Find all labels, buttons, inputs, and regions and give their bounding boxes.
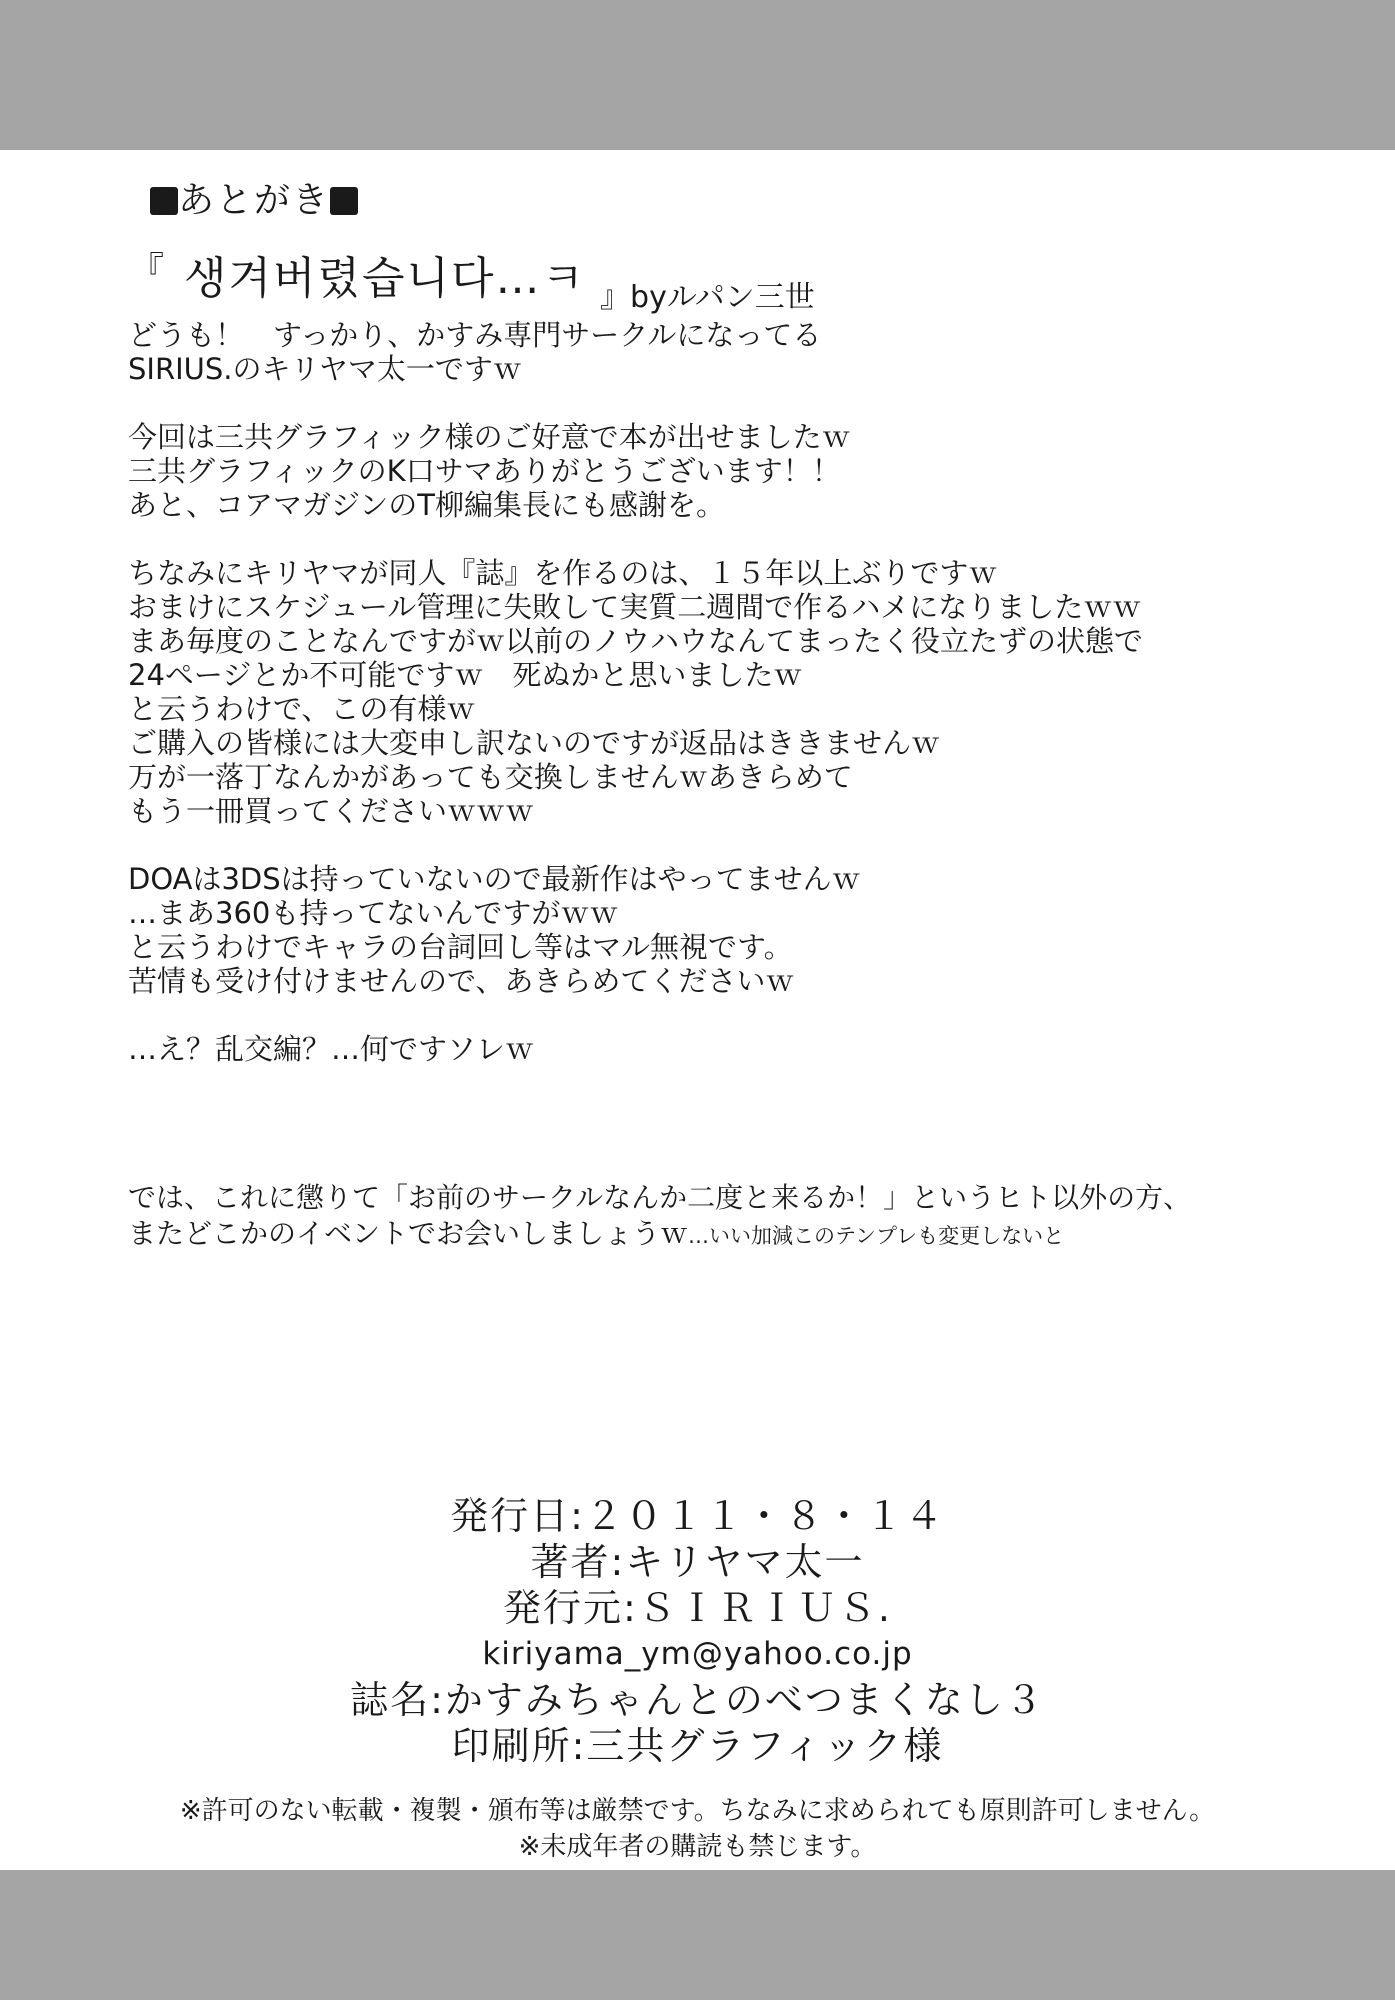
paragraph [128, 318, 1328, 386]
body-line: 24ページとか不可能ですｗ 死ぬかと思いましたｗ [128, 658, 803, 692]
bottom-gray-band [0, 1870, 1395, 2000]
paragraph [128, 1032, 1328, 1066]
publisher: 発行元:ＳＩＲＩＵＳ. [503, 1586, 892, 1630]
publish-date: 発行日:２０１１・８・１４ [450, 1494, 945, 1538]
top-gray-band [0, 0, 1395, 150]
afterword-heading [150, 172, 358, 223]
body-line: まあ毎度のことなんですがｗ以前のノウハウなんてまったく役立たずの状態で [128, 624, 1144, 658]
body-line: 万が一落丁なんかがあっても交換しませんｗあきらめて [128, 760, 853, 794]
notice-line: ※許可のない転載・複製・頒布等は厳禁です。ちなみに求められても原則許可しません。 [179, 1796, 1216, 1826]
body-line: と云うわけでキャラの台詞回し等はマル無視です。 [128, 930, 793, 964]
body-line: 今回は三共グラフィック様のご好意で本が出せましたｗ [128, 420, 851, 454]
copyright-notice [0, 1793, 1395, 1865]
title-close-bracket: 』 [600, 280, 631, 315]
paragraph [128, 556, 1328, 828]
body-line: ちなみにキリヤマが同人『誌』を作るのは、１５年以上ぶりですｗ [128, 556, 998, 590]
afterword-body [128, 318, 1328, 1100]
body-line: 三共グラフィックのK口サマありがとうございます！！ [128, 454, 841, 488]
body-line: もう一冊買ってくださいｗｗｗ [128, 794, 535, 828]
body-line: ご購入の皆様には大変申し訳ないのですが返品はききませんｗ [128, 726, 941, 760]
printer: 印刷所:三共グラフィック様 [451, 1724, 944, 1768]
closing-line [128, 1216, 1368, 1254]
title-byline [600, 280, 815, 315]
author-credit: 著者:キリヤマ太一 [530, 1540, 865, 1584]
book-title: 誌名:かすみちゃんとのべつまくなし３ [350, 1678, 1045, 1722]
body-line: と云うわけで、この有様ｗ [128, 692, 476, 726]
closing-small-note: …いい加減このテンプレも変更しないと [688, 1224, 1065, 1248]
body-line: SIRIUS.のキリヤマ太一ですｗ [128, 352, 522, 386]
body-line: DOAは3DSは持っていないので最新作はやってませんｗ [128, 862, 861, 896]
title-open-bracket: 『 [130, 250, 164, 290]
afterword-page [0, 150, 1395, 1870]
heading-text: あとがき [178, 180, 331, 221]
body-line: おまけにスケジュール管理に失敗して実質二週間で作るハメになりましたｗｗ [128, 590, 1142, 624]
body-line: あと、コアマガジンのT柳編集長にも感謝を。 [128, 488, 725, 522]
closing-line: では、これに懲りて「お前のサークルなんか二度と来るか！」というヒト以外の方、 [128, 1181, 1192, 1214]
notice-line: ※未成年者の購読も禁じます。 [518, 1832, 877, 1862]
colophon [0, 1493, 1395, 1769]
black-square-icon [150, 187, 178, 215]
body-line: どうも！ すっかり、かすみ専門サークルになってる [128, 318, 822, 352]
body-line: 苦情も受け付けませんので、あきらめてくださいｗ [128, 964, 795, 998]
paragraph [128, 862, 1328, 998]
paragraph [128, 420, 1328, 522]
closing-main-text: またどこかのイベントでお会いしましょうｗ [128, 1217, 689, 1250]
black-square-icon [330, 187, 358, 215]
story-title [130, 242, 815, 315]
body-line: …え？乱交編？…何ですソレｗ [128, 1032, 535, 1066]
body-line: …まあ360も持ってないんですがｗｗ [128, 896, 619, 930]
closing-message [128, 1180, 1368, 1254]
title-main-text: 생겨버렸습니다…ㅋ [184, 253, 587, 304]
contact-email: kiriyama_ym@yahoo.co.jp [482, 1636, 913, 1672]
title-author: byルパン三世 [630, 280, 815, 315]
